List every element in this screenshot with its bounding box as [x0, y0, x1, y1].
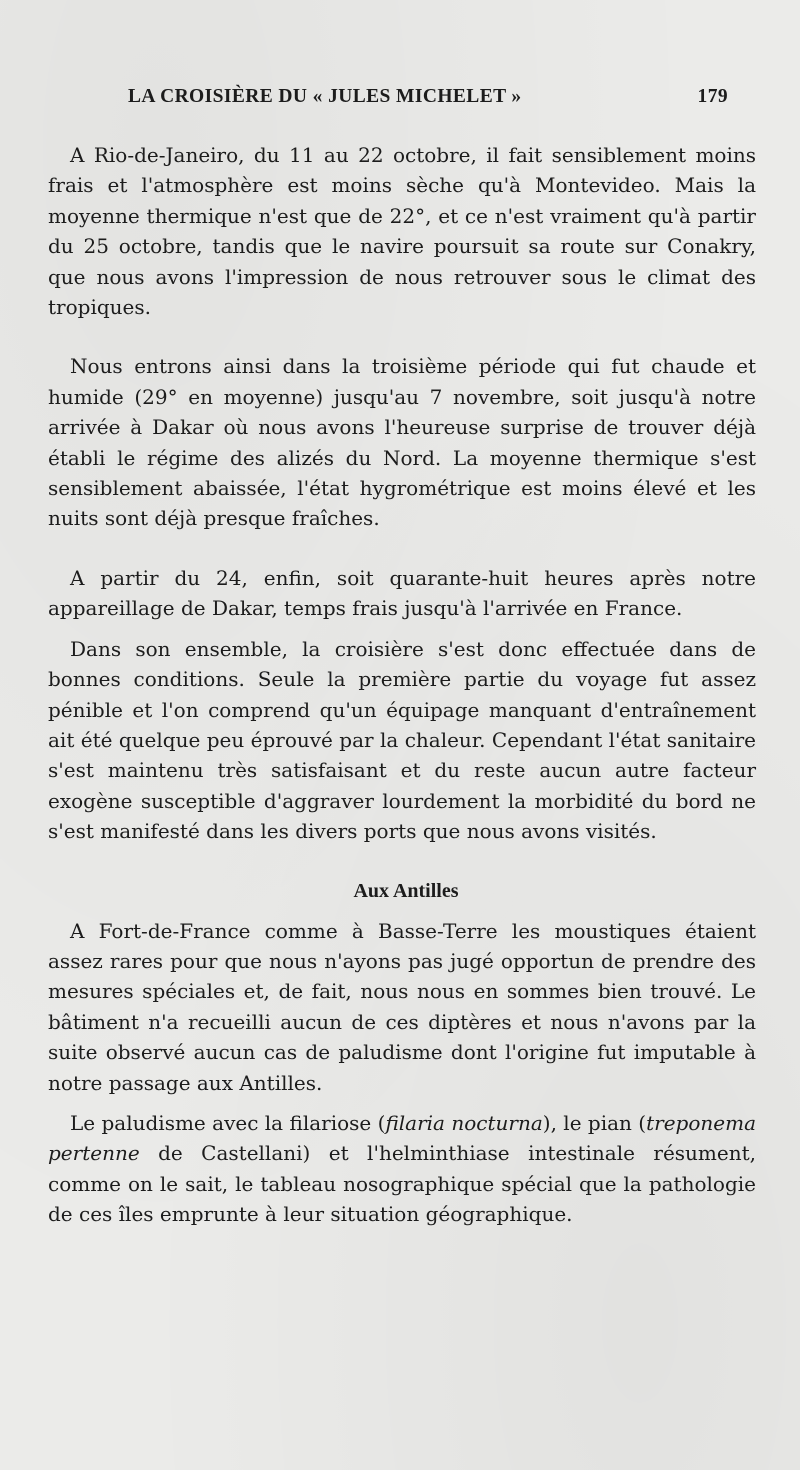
paragraph-gap — [48, 534, 756, 563]
paludisme-text-mid: ), le pian ( — [542, 1110, 647, 1135]
paludisme-text-start: Le paludisme avec la filariose ( — [70, 1110, 386, 1135]
section-heading: Aux Antilles — [353, 879, 459, 902]
paragraph-third-period: Nous entrons ainsi dans la troisième période qui fut chaude et humide (29° en moyenne) jusqu'au 7 novembre, soit jusqu'à notre arrivée à Dakar où nous avons l'heureuse surprise de trouver déjà établi le régime des alizés du Nord. La moyenne thermique s'est sensiblement abaissée, l'état hygrométrique est moins élevé et les nuits sont déjà presque fraîches. — [48, 354, 756, 531]
filaria-term: filaria nocturna — [385, 1110, 543, 1135]
paragraph-gap — [48, 322, 756, 351]
paragraph-paludisme — [48, 1108, 756, 1230]
page-number: 179 — [697, 86, 728, 107]
paragraph-gap — [48, 624, 756, 634]
paragraph-gap — [48, 906, 756, 916]
paragraph-ensemble: Dans son ensemble, la croisière s'est donc effectuée dans de bonnes conditions. Seule la première partie du voyage fut assez pénible et l'on comprend qu'un équipage manquant d'entraînement ait été quelque peu éprouvé par la chaleur. Cependant l'état sanitaire s'est maintenu très satisfaisant et du reste aucun autre facteur exogène susceptible d'aggraver lourdement la morbidité du bord ne s'est manifesté dans les divers ports que nous avons visités. — [48, 636, 756, 844]
page-header — [128, 86, 728, 114]
paragraph-rio: A Rio-de-Janeiro, du 11 au 22 octobre, il fait sensiblement moins frais et l'atmosphère est moins sèche qu'à Montevideo. Mais la moyenne thermique n'est que de 22°, et ce n'est vraiment qu'à partir du 25 octobre, tandis que le navire poursuit sa route sur Conakry, que nous avons l'impression de nous retrouver sous le climat des tropiques. — [48, 143, 756, 320]
paragraph-moustiques: A Fort-de-France comme à Basse-Terre les moustiques étaient assez rares pour que nous n'ayons pas jugé opportun de prendre des mesures spéciales et, de fait, nous nous en sommes bien trouvé. Le bâtiment n'a recueilli aucun de ces diptères et nous n'avons par la suite observé aucun cas de paludisme dont l'origine fut imputable à notre passage aux Antilles. — [48, 918, 756, 1095]
running-title: LA CROISIÈRE DU « JULES MICHELET » — [128, 86, 522, 107]
paragraph-dakar: A partir du 24, enfin, soit quarante-huit heures après notre appareillage de Dakar, temps frais jusqu'à l'arrivée en France. — [48, 565, 756, 621]
treponema-term: treponema pertenne — [48, 1110, 756, 1166]
paragraph-gap — [48, 1098, 756, 1108]
body-text — [48, 140, 756, 1230]
paludisme-text-end: de Castellani) et l'helminthiase intestinale résument, comme on le sait, le tableau nosographique spécial que la pathologie de ces îles emprunte à leur situation géographique. — [48, 1141, 756, 1227]
paragraph-gap — [48, 847, 756, 876]
